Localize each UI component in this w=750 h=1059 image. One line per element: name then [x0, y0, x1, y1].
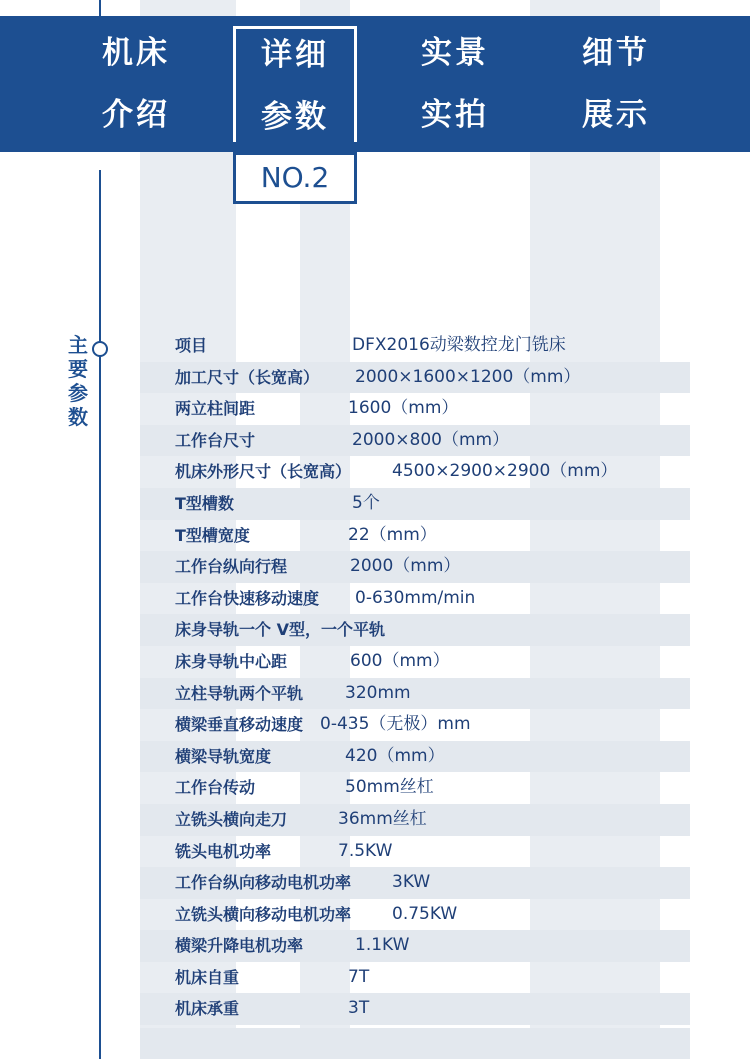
table-row [140, 393, 690, 425]
nav-item-label: 实景 [421, 35, 489, 71]
spec-label: 横梁升降电机功率 [175, 936, 304, 956]
spec-label: 横梁垂直移动速度 [175, 715, 304, 735]
spec-value: 420（mm） [345, 745, 445, 766]
nav-item-label: 机床 [102, 35, 170, 71]
spec-value: 1600（mm） [348, 398, 459, 419]
table-row [140, 551, 690, 583]
table-row [140, 646, 690, 678]
table-row [140, 836, 690, 868]
spec-value: 0.75KW [392, 903, 458, 924]
spec-label: 机床自重 [175, 967, 240, 987]
nav-item-photos[interactable] [393, 16, 517, 152]
spec-value: 22（mm） [348, 524, 437, 545]
spec-label: 立铣头横向移动电机功率 [175, 904, 352, 924]
table-row [140, 678, 690, 710]
table-row [140, 867, 690, 899]
spec-label: 立柱导轨两个平轨 [175, 683, 304, 703]
table-row [140, 362, 690, 394]
spec-value: DFX2016动梁数控龙门铣床 [352, 335, 566, 355]
spec-label: 工作台快速移动速度 [175, 588, 320, 608]
spec-label: 横梁导轨宽度 [175, 746, 272, 766]
spec-label: T型槽数 [175, 493, 234, 513]
nav-item-label: 详细 [261, 36, 329, 73]
spec-value: 36mm丝杠 [338, 808, 427, 829]
spec-label: 床身导轨一个 V型，一个平轨 [175, 620, 385, 640]
table-row [140, 899, 690, 931]
spec-label: 项目 [175, 336, 208, 355]
spec-value: 7.5KW [338, 840, 393, 861]
spec-value: 2000×800（mm） [352, 429, 510, 450]
table-row [140, 583, 690, 615]
table-row [140, 709, 690, 741]
table-row [140, 330, 690, 362]
table-row [140, 614, 690, 646]
nav-item-details[interactable] [554, 16, 678, 152]
spec-label: 机床外形尺寸（长宽高） [175, 462, 352, 482]
spec-value: 2000×1600×1200（mm） [355, 366, 581, 387]
spec-label: 床身导轨中心距 [175, 651, 288, 671]
timeline-line [99, 170, 101, 1059]
header-nav [0, 16, 750, 152]
table-row [140, 520, 690, 552]
spec-value: 2000（mm） [350, 556, 461, 577]
spec-value: 1.1KW [355, 935, 410, 956]
nav-item-params[interactable] [233, 26, 357, 142]
table-row [140, 772, 690, 804]
table-row [140, 456, 690, 488]
spec-value: 600（mm） [350, 650, 450, 671]
spec-value: 3KW [392, 872, 431, 893]
spec-label: 工作台纵向行程 [175, 557, 288, 577]
spec-value: 7T [348, 966, 370, 987]
spec-label: 两立柱间距 [175, 399, 256, 419]
spec-label: 工作台纵向移动电机功率 [175, 873, 352, 893]
nav-item-label: 参数 [261, 98, 329, 135]
spec-label: T型槽宽度 [175, 525, 250, 545]
table-row [140, 741, 690, 773]
nav-item-label: 实拍 [421, 97, 489, 133]
circle-marker-icon [92, 341, 108, 357]
spec-label: 铣头电机功率 [175, 841, 272, 861]
spec-value: 0-630mm/min [355, 587, 476, 608]
nav-item-intro[interactable] [74, 16, 198, 152]
table-row [140, 993, 690, 1025]
spec-value: 3T [348, 998, 370, 1019]
table-row [140, 930, 690, 962]
nav-item-label: 介绍 [102, 97, 170, 133]
spec-label: 工作台尺寸 [175, 430, 256, 450]
table-row [140, 425, 690, 457]
spec-label: 机床承重 [175, 999, 240, 1019]
spec-value: 0-435（无极）mm [320, 714, 471, 735]
section-number-badge: NO.2 [233, 152, 357, 204]
table-footer-bar [140, 1028, 690, 1059]
spec-label: 立铣头横向走刀 [175, 809, 288, 829]
spec-value: 4500×2900×2900（mm） [392, 461, 618, 482]
spec-label: 加工尺寸（长宽高） [175, 367, 320, 387]
nav-item-label: 细节 [582, 35, 650, 71]
table-row [140, 804, 690, 836]
spec-table [140, 330, 690, 1025]
spec-label: 工作台传动 [175, 778, 256, 798]
section-title: 主要参数 [68, 333, 88, 429]
table-row [140, 962, 690, 994]
spec-value: 5个 [352, 492, 380, 513]
table-row [140, 488, 690, 520]
spec-value: 320mm [345, 682, 411, 703]
decorative-line [99, 0, 101, 16]
spec-value: 50mm丝杠 [345, 777, 434, 798]
nav-item-label: 展示 [582, 97, 650, 133]
